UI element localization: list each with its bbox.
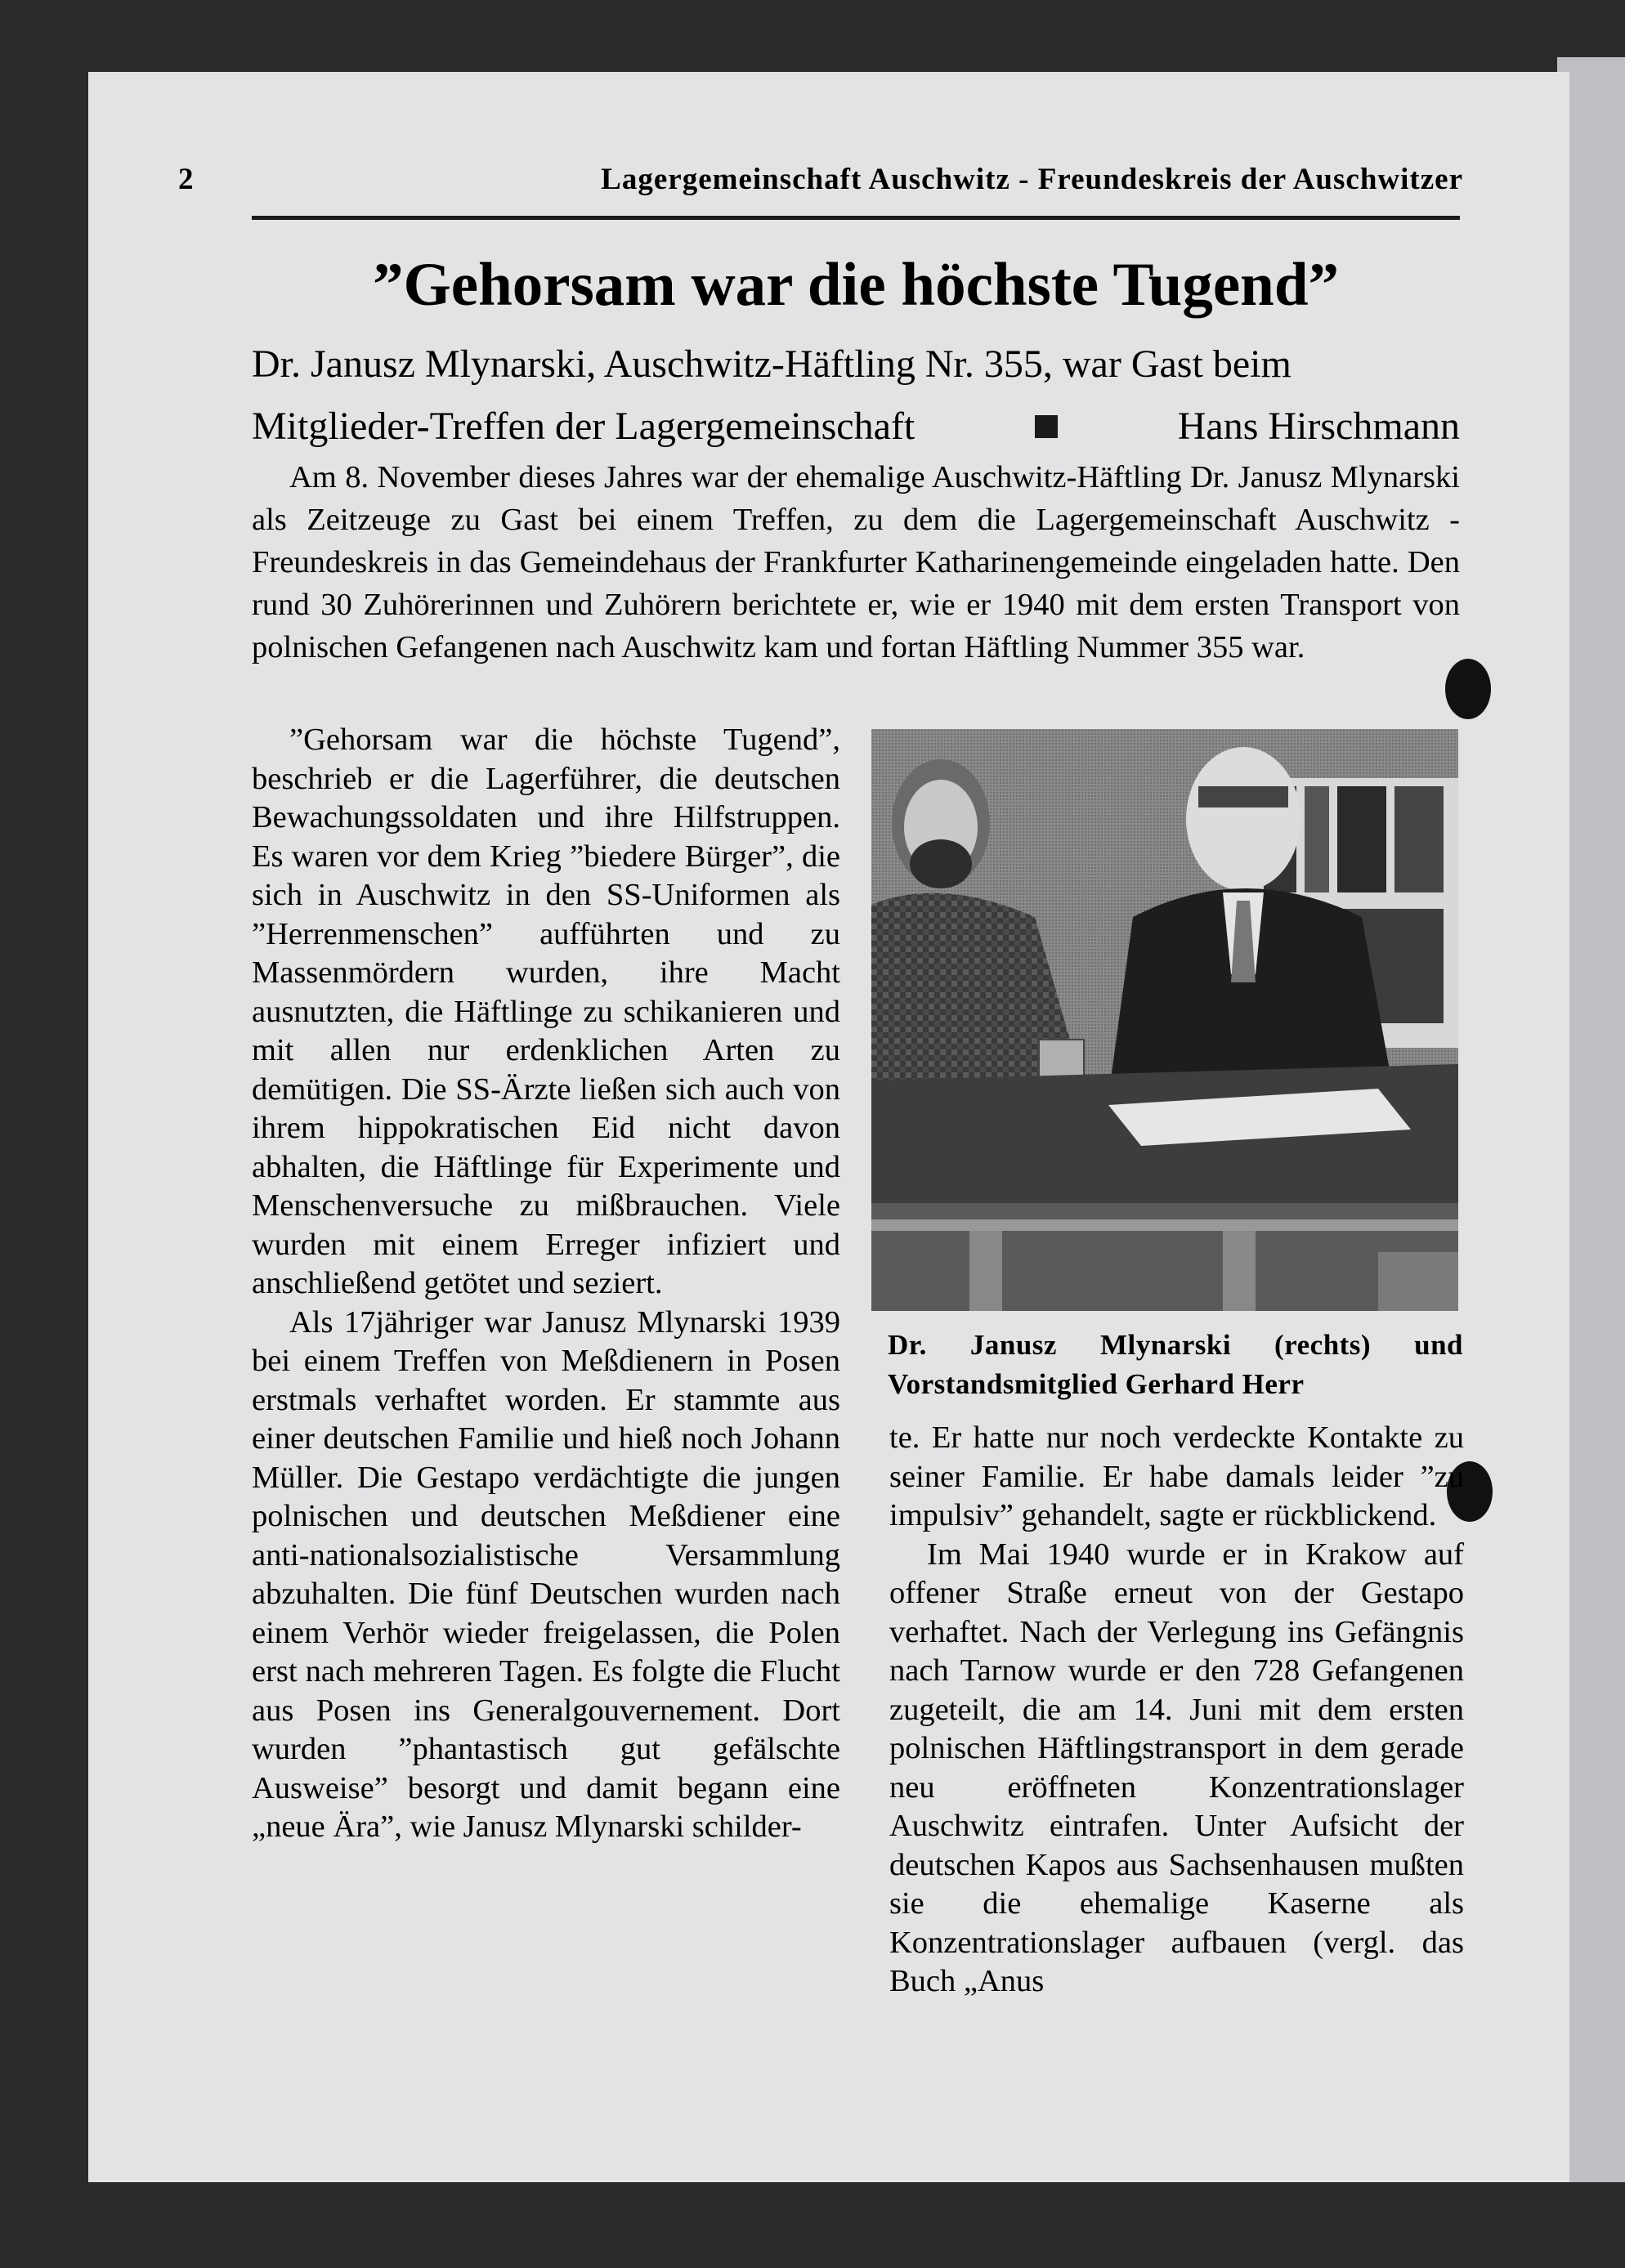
paragraph: Als 17jähriger war Janusz Mlynarski 1939 bei einem Treffen von Meßdienern in Posen erstmals verhaftet worden. Er stammte aus einer deutschen Familie und hieß noch Johann Müller. Die Gestapo verdächtigte die jungen polnischen und deutschen Meßdiener eine anti-nationalsozialistische Versammlung abzuhalten. Die fünf Deutschen wurden nach einem Verhör wieder freigelassen, die Polen erst nach mehreren Tagen. Es folgte die Flucht aus Posen ins Generalgouvernement. Dort wurden ”phantastisch gut gefälschte Ausweise” besorgt und damit begann eine „neue Ära”, wie Janusz Mlynarski schilder- bbox=[252, 1304, 840, 1844]
square-bullet-icon bbox=[1035, 415, 1058, 438]
photo-illustration bbox=[871, 729, 1458, 1311]
photo-caption: Dr. Janusz Mlynarski (rechts) und Vorstandsmitglied Gerhard Herr bbox=[888, 1329, 1463, 1400]
article-subtitle bbox=[252, 333, 1460, 458]
article-lead: Am 8. November dieses Jahres war der ehemalige Auschwitz-Häftling Dr. Janusz Mlynarski als Zeitzeuge zu Gast bei einem Treffen, zu dem die Lagergemeinschaft Auschwitz - Freundeskreis in das Gemeindehaus der Frankfurter Katharinengemeinde eingeladen hatte. Den rund 30 Zuhörerinnen und Zuhörern berichtete er, wie er 1940 mit dem ersten Transport von polnischen Gefangenen nach Auschwitz kam und fortan Häftling Nummer 355 war. bbox=[252, 460, 1460, 664]
author-name: Hans Hirschmann bbox=[1177, 405, 1460, 448]
paragraph: ”Gehorsam war die höchste Tugend”, beschrieb er die Lagerführer, die deutschen Bewachungssoldaten und ihre Hilfstruppen. Es waren vor dem Krieg ”biedere Bürger”, die sich in Auschwitz in den SS-Uniformen als ”Herrenmenschen” aufführten und zu Massenmördern wurden, ihre Macht ausnutzten, die Häftlinge zu schikanieren und mit allen nur erdenklichen Arten zu demütigen. Die SS-Ärzte ließen sich auch von ihrem hippokratischen Eid nicht davon abhalten, die Häftlinge für Experimente und Menschenversuche zu mißbrauchen. Viele wurden mit einem Erreger infiziert und anschließend getötet und seziert. bbox=[252, 722, 840, 1300]
running-title: Lagergemeinschaft Auschwitz - Freundeskreis der Auschwitzer bbox=[601, 163, 1463, 196]
paragraph: te. Er hatte nur noch verdeckte Kontakte zu seiner Familie. Er habe damals leider ”zu impulsiv” gehandelt, sagte er rückblickend. bbox=[889, 1420, 1464, 1532]
subtitle-line bbox=[252, 396, 1460, 458]
right-column bbox=[889, 1419, 1464, 2002]
page-number: 2 bbox=[178, 163, 195, 196]
subtitle-text: Mitglieder-Treffen der Lagergemeinschaft bbox=[252, 405, 915, 448]
header-rule bbox=[252, 216, 1460, 220]
paragraph: Im Mai 1940 wurde er in Krakow auf offener Straße erneut von der Gestapo verhaftet. Nach der Verlegung ins Gefängnis nach Tarnow wurde er den 728 Gefangenen zugeteilt, die am 14. Juni mit dem ersten polnischen Häftlingstransport in dem gerade neu eröffneten Konzentrationslager Auschwitz eintrafen. Unter Aufsicht der deutschen Kapos aus Sachsenhausen mußten sie die ehemalige Kaserne als Konzentrationslager aufbauen (vergl. das Buch „Anus bbox=[889, 1537, 1464, 1998]
subtitle-line: Dr. Janusz Mlynarski, Auschwitz-Häftling Nr. 355, war Gast beim bbox=[252, 342, 1291, 386]
left-column bbox=[252, 721, 840, 1847]
running-header bbox=[165, 162, 1463, 211]
article-photo bbox=[871, 729, 1458, 1311]
article-title: ”Gehorsam war die höchste Tugend” bbox=[372, 251, 1340, 319]
